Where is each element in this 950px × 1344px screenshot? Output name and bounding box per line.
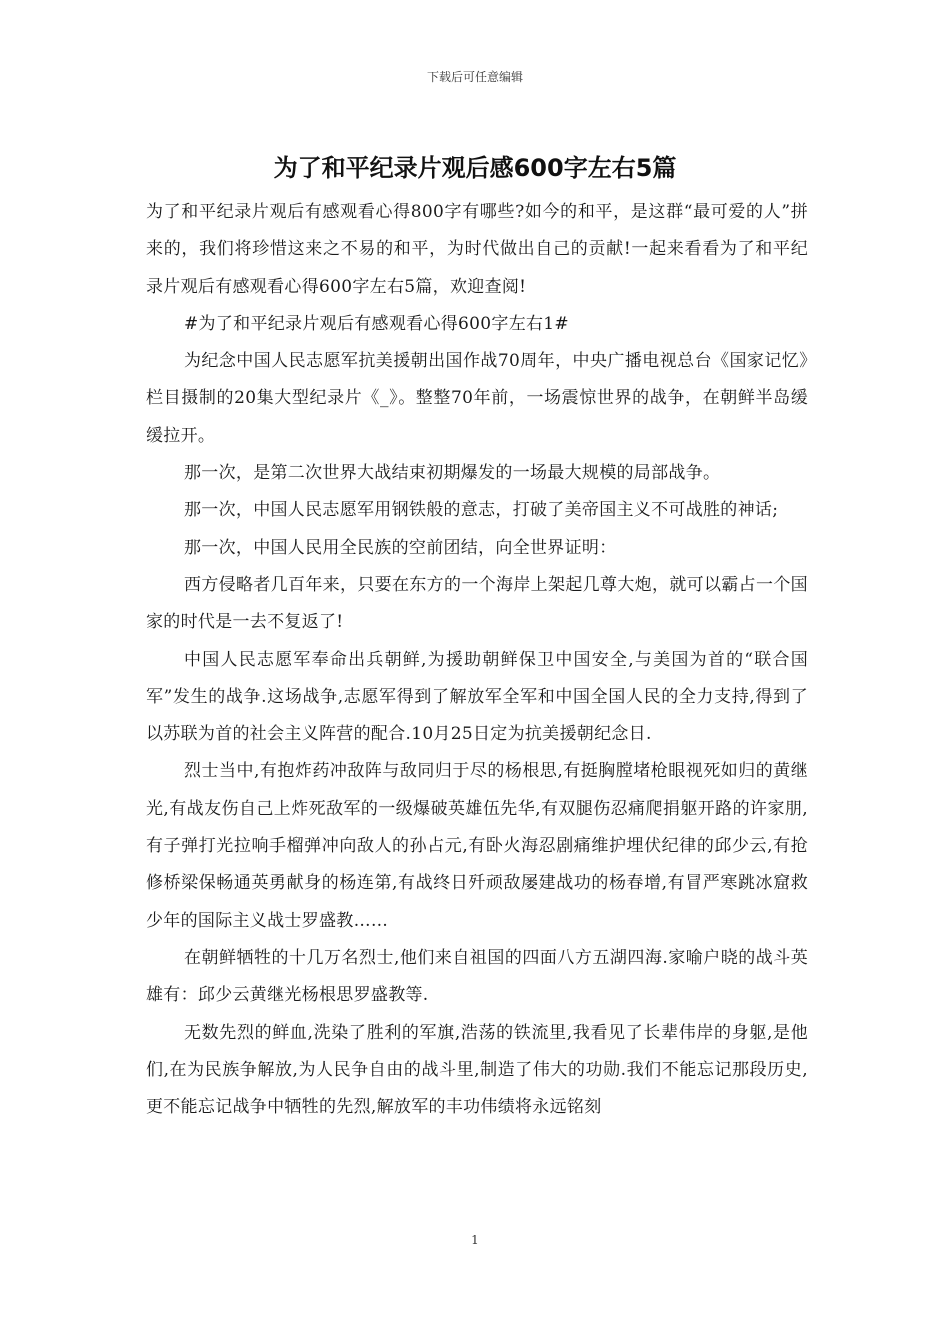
- body-paragraph: 那一次，中国人民志愿军用钢铁般的意志，打破了美帝国主义不可战胜的神话;: [184, 500, 779, 521]
- body-paragraph: 西方侵略者几百年来，只要在东方的一个海岸上架起几尊大炮，就可以霸占一个国家的时代是一去不复返了!: [146, 574, 808, 633]
- body-paragraph: 无数先烈的鲜血,洗染了胜利的军旗,浩荡的铁流里,我看见了长辈伟岸的身躯,是他们,在为民族争解放,为人民争自由的战斗里,制造了伟大的功勋.我们不能忘记那段历史,更不能忘记战争中牺牲的先烈,解放军的丰功伟绩将永远铭刻: [146, 1022, 808, 1118]
- section-heading: #为了和平纪录片观后有感观看心得600字左右1#: [184, 313, 569, 334]
- body-paragraph: 烈士当中,有抱炸药冲敌阵与敌同归于尽的杨根思,有挺胸膛堵枪眼视死如归的黄继光,有战友伤自己上炸死敌军的一级爆破英雄伍先华,有双腿伤忍痛爬捐躯开路的许家朋,有子弹打光拉响手榴弹冲向敌人的孙占元,有卧火海忍剧痛维护埋伏纪律的邱少云,有抢修桥梁保畅通英勇献身的杨连第,有战终日歼顽敌屡建战功的杨春增,有冒严寒跳冰窟救少年的国际主义战士罗盛教……: [146, 761, 808, 931]
- document-title: 为了和平纪录片观后感600字左右5篇: [273, 154, 677, 182]
- body-paragraph: 中国人民志愿军奉命出兵朝鲜,为援助朝鲜保卫中国安全,与美国为首的“联合国军”发生的战争.这场战争,志愿军得到了解放军全军和中国全国人民的全力支持,得到了以苏联为首的社会主义阵营的配合.10月25日定为抗美援朝纪念日.: [146, 649, 808, 745]
- page-number: 1: [471, 1233, 479, 1247]
- body-paragraph: 为纪念中国人民志愿军抗美援朝出国作战70周年，中央广播电视总台《国家记忆》栏目摄制的20集大型纪录片《_》。整整70年前，一场震惊世界的战争，在朝鲜半岛缓缓拉开。: [146, 351, 808, 446]
- page-header: 下载后可任意编辑: [426, 70, 523, 84]
- intro-paragraph: 为了和平纪录片观后有感观看心得800字有哪些?如今的和平，是这群“最可爱的人”拼来的，我们将珍惜这来之不易的和平，为时代做出自己的贡献!一起来看看为了和平纪录片观后有感观看心得600字左右5篇，欢迎查阅!: [146, 202, 808, 297]
- document-body: [146, 194, 808, 1126]
- body-paragraph: 那一次，是第二次世界大战结束初期爆发的一场最大规模的局部战争。: [184, 463, 721, 484]
- body-paragraph: 在朝鲜牺牲的十几万名烈士,他们来自祖国的四面八方五湖四海.家喻户晓的战斗英雄有：邱少云黄继光杨根思罗盛教等.: [146, 947, 808, 1006]
- body-paragraph: 那一次，中国人民用全民族的空前团结，向全世界证明：: [184, 537, 617, 558]
